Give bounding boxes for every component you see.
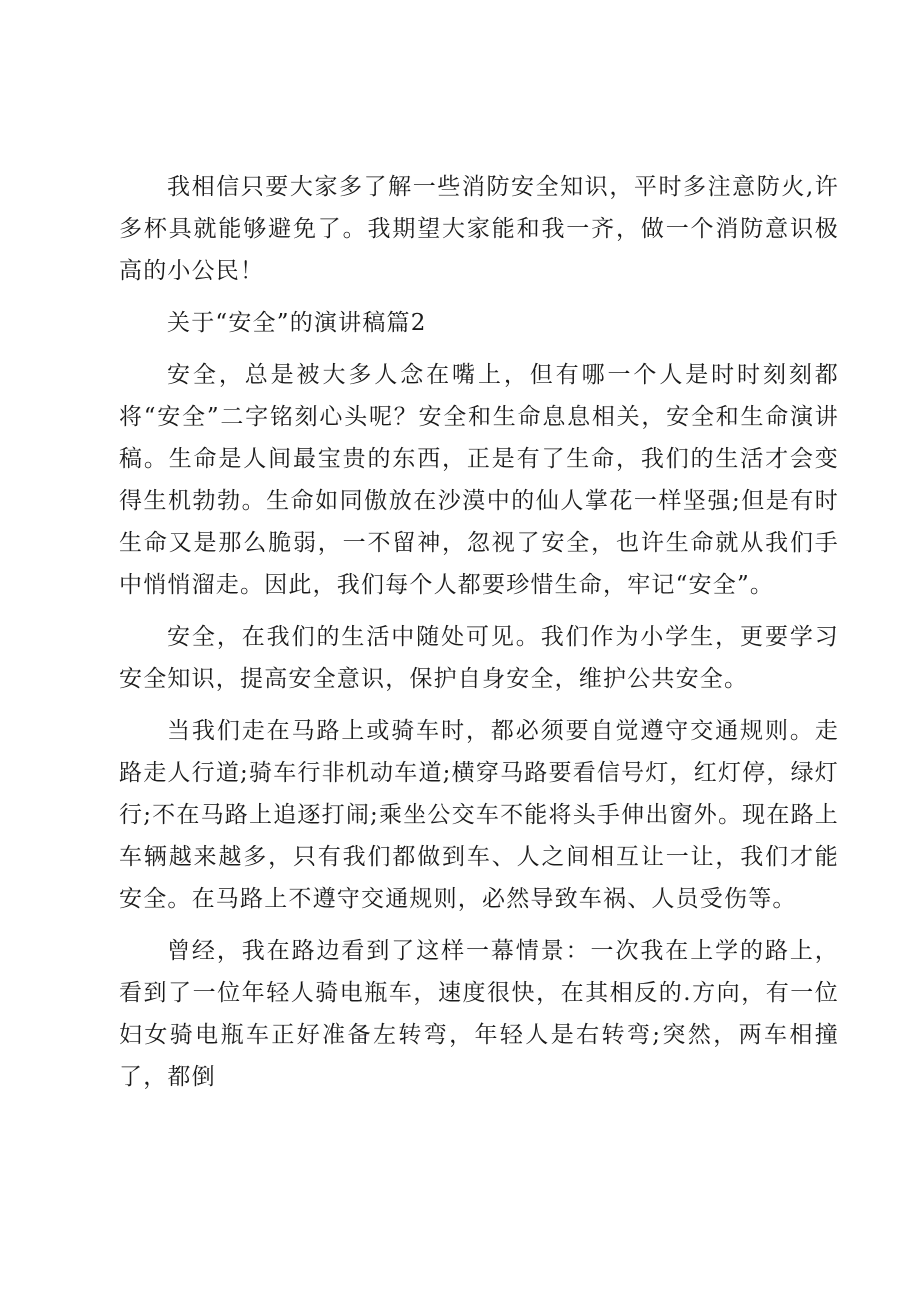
paragraph-safety-and-life: 安全，总是被大多人念在嘴上，但有哪一个人是时时刻刻都将“安全”二字铭刻心头呢？安全和生命息息相关，安全和生命演讲稿。生命是人间最宝贵的东西，正是有了生命，我们的生活才会变得生机勃勃。生命如同傲放在沙漠中的仙人掌花一样坚强;但是有时生命又是那么脆弱，一不留神，忽视了安全，也许生命就从我们手中悄悄溜走。因此，我们每个人都要珍惜生命，牢记“安全”。 — [119, 362, 839, 598]
paragraph-accident-story: 曾经，我在路边看到了这样一幕情景：一次我在上学的路上，看到了一位年轻人骑电瓶车，速度很快，在其相反的.方向，有一位妇女骑电瓶车正好准备左转弯，年轻人是右转弯;突然，两车相撞了，都倒 — [119, 938, 839, 1090]
paragraph-fire-safety-conclusion: 我相信只要大家多了解一些消防安全知识，平时多注意防火,许多杯具就能够避免了。我期望大家能和我一齐，做一个消防意识极高的小公民！ — [119, 174, 839, 284]
paragraph-safety-everywhere: 安全，在我们的生活中随处可见。我们作为小学生，更要学习安全知识，提高安全意识，保护自身安全，维护公共安全。 — [119, 624, 839, 692]
paragraph-traffic-rules: 当我们走在马路上或骑车时，都必须要自觉遵守交通规则。走路走人行道;骑车行非机动车道;横穿马路要看信号灯，红灯停，绿灯行;不在马路上追逐打闹;乘坐公交车不能将头手伸出窗外。现在路上车辆越来越多，只有我们都做到车、人之间相互让一让，我们才能安全。在马路上不遵守交通规则，必然导致车祸、人员受伤等。 — [119, 718, 839, 912]
document-body — [119, 166, 839, 1108]
section-heading: 关于“安全”的演讲稿篇2 — [167, 310, 427, 336]
